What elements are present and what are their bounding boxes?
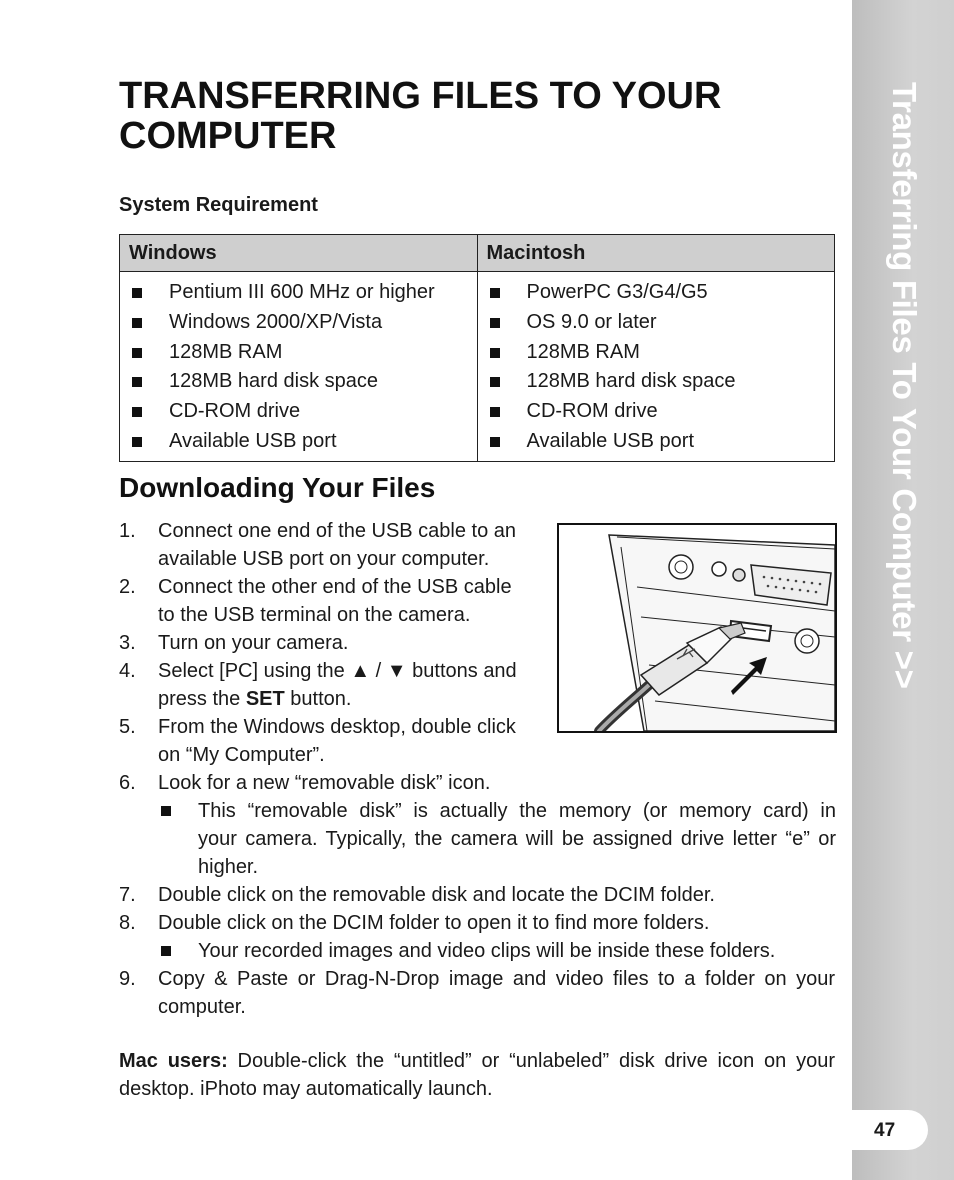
downloading-heading: Downloading Your Files bbox=[119, 472, 436, 503]
square-bullet-icon bbox=[490, 348, 500, 358]
step-4: 4. Select [PC] using the ▲ / ▼ buttons and press the SET button. bbox=[119, 660, 517, 710]
set-button-label: SET bbox=[245, 688, 285, 710]
square-bullet-icon bbox=[490, 288, 500, 298]
list-item: CD-ROM drive bbox=[120, 397, 477, 427]
square-bullet-icon bbox=[132, 407, 142, 417]
square-bullet-icon bbox=[490, 318, 500, 328]
square-bullet-icon bbox=[490, 437, 500, 447]
square-bullet-icon bbox=[161, 946, 171, 956]
square-bullet-icon bbox=[132, 348, 142, 358]
square-bullet-icon bbox=[161, 806, 171, 816]
mac-header: Macintosh bbox=[477, 235, 835, 272]
usb-connection-illustration bbox=[557, 523, 837, 733]
square-bullet-icon bbox=[132, 318, 142, 328]
step-6-note: This “removable disk” is actually the memory (or memory card) in your camera. Typically, the camera will be assigned drive letter “e” or higher. bbox=[159, 797, 835, 881]
list-item: PowerPC G3/G4/G5 bbox=[478, 278, 835, 308]
list-item: Available USB port bbox=[478, 427, 835, 457]
step-5: 5. From the Windows desktop, double click on “My Computer”. bbox=[119, 716, 516, 766]
list-item: Windows 2000/XP/Vista bbox=[120, 308, 477, 338]
list-item: 128MB RAM bbox=[478, 338, 835, 368]
list-item: 128MB RAM bbox=[120, 338, 477, 368]
step-2: 2. Connect the other end of the USB cable to the USB terminal on the camera. bbox=[119, 576, 512, 626]
mac-users-note: Mac users: Double-click the “untitled” or “unlabeled” disk drive icon on your desktop. iPhoto may automatically launch. bbox=[119, 1050, 835, 1100]
system-requirement-heading: System Requirement bbox=[119, 194, 318, 216]
square-bullet-icon bbox=[132, 377, 142, 387]
page-title-line2: COMPUTER bbox=[119, 115, 337, 157]
up-arrow-icon: ▲ bbox=[350, 660, 371, 682]
square-bullet-icon bbox=[490, 377, 500, 387]
requirements-table bbox=[119, 234, 835, 462]
square-bullet-icon bbox=[132, 437, 142, 447]
list-item: OS 9.0 or later bbox=[478, 308, 835, 338]
square-bullet-icon bbox=[490, 407, 500, 417]
list-item: CD-ROM drive bbox=[478, 397, 835, 427]
mac-column bbox=[477, 272, 835, 462]
step-6: 6. Look for a new “removable disk” icon. bbox=[119, 772, 491, 794]
list-item: Available USB port bbox=[120, 427, 477, 457]
windows-header: Windows bbox=[120, 235, 478, 272]
step-8: 8. Double click on the DCIM folder to open it to find more folders. bbox=[119, 912, 710, 934]
list-item: Pentium III 600 MHz or higher bbox=[120, 278, 477, 308]
step-8-note: Your recorded images and video clips will be inside these folders. bbox=[159, 937, 835, 965]
down-arrow-icon: ▼ bbox=[386, 660, 407, 682]
page-number: 47 bbox=[852, 1110, 928, 1150]
page-title bbox=[119, 76, 819, 156]
page-title-line1: TRANSFERRING FILES TO YOUR bbox=[119, 75, 722, 117]
step-7: 7. Double click on the removable disk and locate the DCIM folder. bbox=[119, 884, 715, 906]
windows-column bbox=[120, 272, 478, 462]
square-bullet-icon bbox=[132, 288, 142, 298]
list-item: 128MB hard disk space bbox=[120, 367, 477, 397]
sidebar-title bbox=[851, 0, 951, 1100]
step-9: 9. Copy & Paste or Drag-N-Drop image and video files to a folder on your computer. bbox=[119, 968, 835, 1018]
step-1: 1. Connect one end of the USB cable to an available USB port on your computer. bbox=[119, 520, 517, 570]
step-3: 3. Turn on your camera. bbox=[119, 632, 349, 654]
sidebar-title-text: Transferring Files To Your Computer >> bbox=[886, 82, 923, 689]
list-item: 128MB hard disk space bbox=[478, 367, 835, 397]
